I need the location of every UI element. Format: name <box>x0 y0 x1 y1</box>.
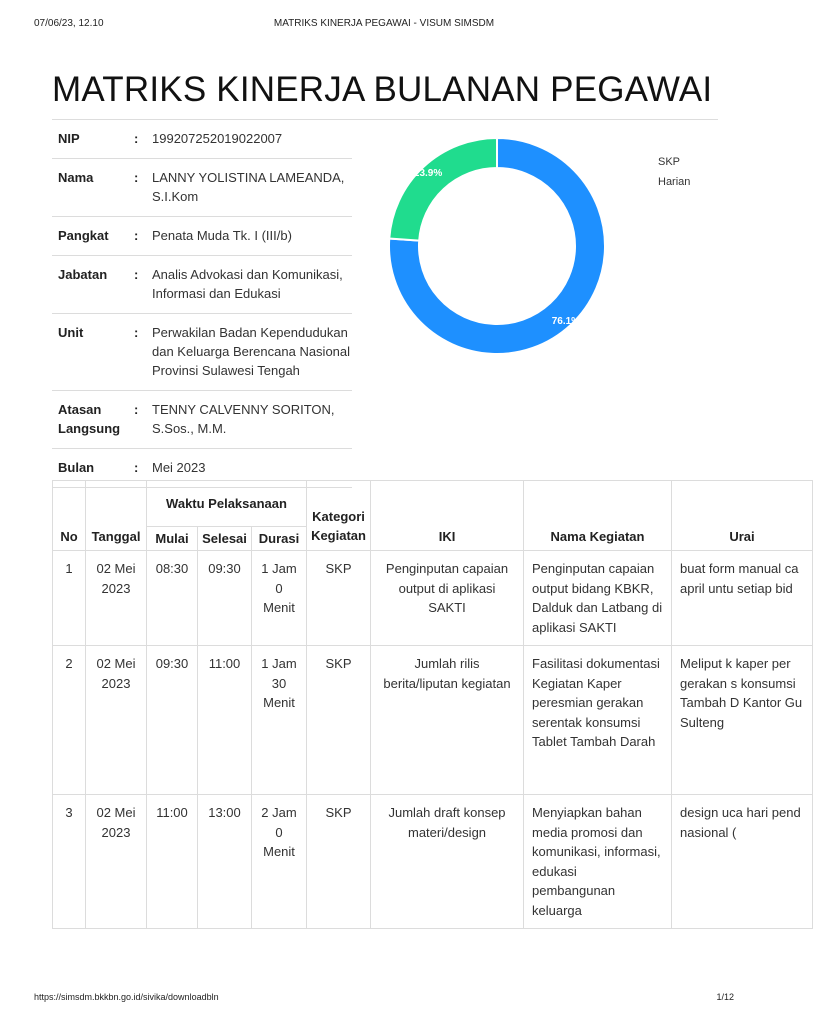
cell-kategori: SKP <box>307 795 371 929</box>
print-page-title: MATRIKS KINERJA PEGAWAI - VISUM SIMSDM <box>273 18 495 29</box>
info-separator: : <box>134 217 152 256</box>
header-durasi: Durasi <box>252 527 307 551</box>
info-label: Bulan <box>52 449 134 488</box>
cell-mulai: 11:00 <box>147 795 198 929</box>
header-kategori: Kategori Kegiatan <box>307 481 371 551</box>
info-row-nip <box>52 120 352 159</box>
info-separator: : <box>134 314 152 391</box>
cell-iki: Jumlah rilis berita/liputan kegiatan <box>371 646 524 795</box>
cell-mulai: 08:30 <box>147 551 198 646</box>
cell-no: 2 <box>53 646 86 795</box>
table-row <box>53 795 813 929</box>
info-value: 199207252019022007 <box>152 120 352 159</box>
print-datetime: 07/06/23, 12.10 <box>34 18 104 29</box>
info-row-nama <box>52 159 352 217</box>
info-value: TENNY CALVENNY SORITON, S.Sos., M.M. <box>152 391 352 449</box>
cell-nama-kegiatan: Fasilitasi dokumentasi Kegiatan Kaper peresmian gerakan serentak konsumsi Tablet Tambah Darah <box>524 646 672 795</box>
cell-tanggal: 02 Mei 2023 <box>86 551 147 646</box>
header-waktu-pelaksanaan: Waktu Pelaksanaan <box>147 481 307 527</box>
print-footer <box>34 992 734 1006</box>
info-value: LANNY YOLISTINA LAMEANDA, S.I.Kom <box>152 159 352 217</box>
cell-mulai: 09:30 <box>147 646 198 795</box>
info-label: Unit <box>52 314 134 391</box>
cell-no: 3 <box>53 795 86 929</box>
activity-table <box>52 480 813 929</box>
cell-iki: Penginputan capaian output di aplikasi SAKTI <box>371 551 524 646</box>
cell-tanggal: 02 Mei 2023 <box>86 646 147 795</box>
info-value: Penata Muda Tk. I (III/b) <box>152 217 352 256</box>
cell-selesai: 09:30 <box>198 551 252 646</box>
cell-iki: Jumlah draft konsep materi/design <box>371 795 524 929</box>
info-separator: : <box>134 120 152 159</box>
page-title: MATRIKS KINERJA BULANAN PEGAWAI <box>52 70 713 109</box>
header-uraian: Urai <box>672 481 813 551</box>
info-label: NIP <box>52 120 134 159</box>
donut-label-skp: 76.1% <box>551 315 581 327</box>
activity-table-container[interactable] <box>52 480 803 918</box>
cell-selesai: 11:00 <box>198 646 252 795</box>
info-separator: : <box>134 256 152 314</box>
donut-chart <box>370 128 730 368</box>
header-nama-kegiatan: Nama Kegiatan <box>524 481 672 551</box>
info-label: Atasan Langsung <box>52 391 134 449</box>
donut-label-harian: 23.9% <box>413 168 443 180</box>
legend-item-harian[interactable]: Harian <box>658 176 691 188</box>
info-separator: : <box>134 391 152 449</box>
header-mulai: Mulai <box>147 527 198 551</box>
info-label: Nama <box>52 159 134 217</box>
donut-chart-svg <box>370 128 610 368</box>
info-row-pangkat <box>52 217 352 256</box>
chart-legend <box>658 152 690 192</box>
legend-item-skp[interactable]: SKP <box>658 156 681 168</box>
donut-slice-harian[interactable] <box>389 138 497 241</box>
print-header <box>34 18 734 32</box>
cell-uraian: Meliput k kaper per gerakan s konsumsi Tambah D Kantor Gu Sulteng <box>672 646 813 795</box>
info-row-unit <box>52 314 352 391</box>
cell-selesai: 13:00 <box>198 795 252 929</box>
info-row-jabatan <box>52 256 352 314</box>
info-row-atasan <box>52 391 352 449</box>
cell-nama-kegiatan: Menyiapkan bahan media promosi dan komunikasi, informasi, edukasi pembangunan keluarga <box>524 795 672 929</box>
header-no: No <box>53 481 86 551</box>
cell-uraian: design uca hari pend nasional ( <box>672 795 813 929</box>
info-label: Pangkat <box>52 217 134 256</box>
cell-tanggal: 02 Mei 2023 <box>86 795 147 929</box>
cell-uraian: buat form manual ca april untu setiap bid <box>672 551 813 646</box>
cell-durasi: 1 Jam 0 Menit <box>252 551 307 646</box>
cell-durasi: 1 Jam 30 Menit <box>252 646 307 795</box>
info-value: Perwakilan Badan Kependudukan dan Keluarga Berencana Nasional Provinsi Sulawesi Tengah <box>152 314 352 391</box>
info-separator: : <box>134 449 152 488</box>
print-url: https://simsdm.bkkbn.go.id/sivika/downloadbln <box>34 992 219 1002</box>
header-selesai: Selesai <box>198 527 252 551</box>
employee-info-table <box>52 120 352 488</box>
cell-no: 1 <box>53 551 86 646</box>
header-tanggal: Tanggal <box>86 481 147 551</box>
info-separator: : <box>134 159 152 217</box>
cell-durasi: 2 Jam 0 Menit <box>252 795 307 929</box>
info-value: Mei 2023 <box>152 449 352 488</box>
cell-nama-kegiatan: Penginputan capaian output bidang KBKR, Dalduk dan Latbang di aplikasi SAKTI <box>524 551 672 646</box>
table-row <box>53 646 813 795</box>
cell-kategori: SKP <box>307 646 371 795</box>
info-label: Jabatan <box>52 256 134 314</box>
header-iki: IKI <box>371 481 524 551</box>
info-value: Analis Advokasi dan Komunikasi, Informasi dan Edukasi <box>152 256 352 314</box>
table-row <box>53 551 813 646</box>
print-page-number: 1/12 <box>716 992 734 1002</box>
cell-kategori: SKP <box>307 551 371 646</box>
